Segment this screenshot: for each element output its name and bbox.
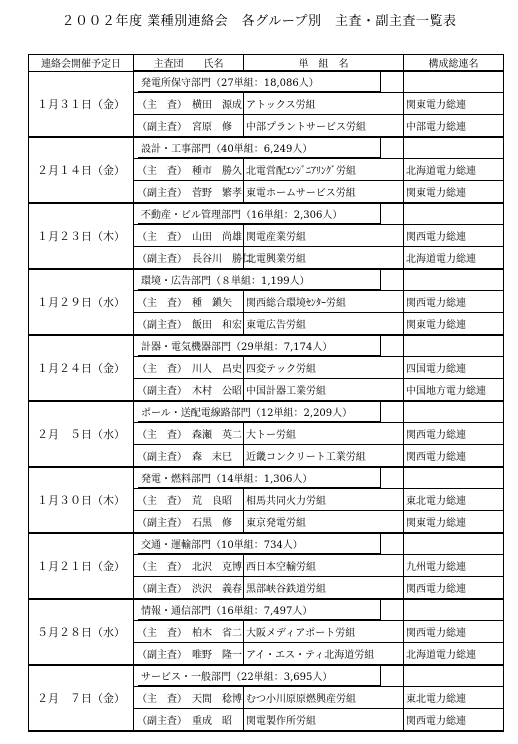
group-header-blank — [404, 599, 504, 621]
group-header-cell — [134, 269, 404, 291]
union-name: 中国計器工業労組 — [244, 379, 404, 402]
person-name: 木村 公昭 — [192, 386, 242, 397]
person-name: 飯田 和宏 — [192, 320, 242, 331]
group-header-row — [29, 665, 504, 687]
chief-person — [134, 225, 244, 247]
group-header-row — [29, 335, 504, 357]
group-header: 計器・電気機器部門（29単組：7,174人） — [138, 336, 381, 356]
federation-name: 関東電力総連 — [404, 181, 504, 204]
role-label: （副主査） — [137, 386, 187, 397]
federation-name: 中部電力総連 — [404, 115, 504, 138]
person-name: 唯野 隆一 — [192, 650, 242, 661]
group-header: サービス・一般部門（22単組：3,695人） — [138, 666, 381, 686]
group-header-cell — [134, 335, 404, 357]
vice-person — [134, 577, 244, 600]
role-label: （副主査） — [137, 122, 187, 133]
page-title: ２００２年度 業種別連絡会 各グループ別 主査・副主査一覧表 — [61, 14, 457, 29]
person-name: 種 鎭矢 — [192, 298, 232, 309]
person-name: 森 末巳 — [192, 452, 232, 463]
union-name: むつ小川原原燃興産労組 — [244, 687, 404, 709]
meeting-date: １月３０日（木） — [29, 467, 134, 533]
federation-name: 関西電力総連 — [404, 709, 504, 732]
person-name: 渋沢 義春 — [192, 584, 242, 595]
group-header: 設計・工事部門（40単組：6,249人） — [138, 138, 381, 158]
meeting-date: ５月２８日（水） — [29, 599, 134, 665]
role-label: （主 査） — [137, 694, 187, 705]
group-header-blank — [404, 335, 504, 357]
group-header-cell — [134, 533, 404, 555]
col-header-name: 主査団 氏名 — [134, 55, 244, 72]
person-name: 荒 良昭 — [192, 496, 232, 507]
group-header: ポール・送配電線路部門（12単組：2,209人） — [138, 402, 381, 422]
union-name: 北電営配ｴﾝｼﾞﾆｱﾘﾝｸﾞ労組 — [244, 159, 404, 181]
group-header-row — [29, 137, 504, 159]
person-name: 山田 尚雄 — [192, 232, 242, 243]
group-header-cell — [134, 71, 404, 93]
role-label: （主 査） — [137, 166, 187, 177]
person-name: 柏木 省二 — [192, 628, 242, 639]
role-label: （主 査） — [137, 364, 187, 375]
table-header — [29, 55, 504, 72]
role-label: （副主査） — [137, 452, 187, 463]
person-name: 重成 昭 — [192, 716, 232, 727]
federation-name: 東北電力総連 — [404, 489, 504, 511]
role-label: （副主査） — [137, 650, 187, 661]
federation-name: 北海道電力総連 — [404, 159, 504, 181]
group-header-blank — [404, 203, 504, 225]
chief-person — [134, 159, 244, 181]
role-label: （主 査） — [137, 298, 187, 309]
group-header-blank — [404, 665, 504, 687]
group-header-blank — [404, 269, 504, 291]
vice-person — [134, 379, 244, 402]
role-label: （主 査） — [137, 496, 187, 507]
union-name: 中部プラントサービス労組 — [244, 115, 404, 138]
meeting-date: １月２４日（金） — [29, 335, 134, 401]
union-name: 関西総合環境ｾﾝﾀｰ労組 — [244, 291, 404, 313]
vice-person — [134, 115, 244, 138]
chief-person — [134, 489, 244, 511]
group-header: 不動産・ビル管理部門（16単組：2,306人） — [138, 204, 381, 224]
person-name: 天間 稔博 — [192, 694, 242, 705]
union-name: 北電興業労組 — [244, 247, 404, 270]
union-name: 四変テック労組 — [244, 357, 404, 379]
chief-person — [134, 423, 244, 445]
group-header-cell — [134, 203, 404, 225]
group-header-blank — [404, 71, 504, 93]
group-header-row — [29, 71, 504, 93]
group-header-cell — [134, 401, 404, 423]
vice-person — [134, 247, 252, 270]
role-label: （主 査） — [137, 100, 187, 111]
federation-name: 関東電力総連 — [404, 511, 504, 534]
union-name: 東電広告労組 — [244, 313, 404, 336]
group-header: 発電・燃料部門（14単組：1,306人） — [138, 468, 381, 488]
union-name: アトックス労組 — [244, 93, 404, 115]
vice-person — [134, 445, 244, 468]
chief-person — [134, 555, 244, 577]
group-table — [28, 54, 504, 732]
meeting-date: １月３１日（金） — [29, 71, 134, 137]
role-label: （副主査） — [137, 188, 187, 199]
group-header-row — [29, 269, 504, 291]
person-name: 種市 勝久 — [192, 166, 242, 177]
col-header-union: 単 組 名 — [244, 55, 404, 72]
federation-name: 東北電力総連 — [404, 687, 504, 709]
union-name: 西日本空輸労組 — [244, 555, 404, 577]
role-label: （主 査） — [137, 628, 187, 639]
group-header-blank — [404, 137, 504, 159]
person-name: 石黒 修 — [192, 518, 232, 529]
meeting-date: １月２１日（金） — [29, 533, 134, 599]
vice-person — [134, 643, 244, 666]
federation-name: 関西電力総連 — [404, 577, 504, 600]
person-name: 森瀬 英二 — [192, 430, 242, 441]
vice-person — [134, 181, 244, 204]
chief-person — [134, 291, 244, 313]
group-header-cell — [134, 467, 404, 489]
federation-name: 関西電力総連 — [404, 445, 504, 468]
federation-name: 北海道電力総連 — [404, 643, 504, 666]
role-label: （主 査） — [137, 430, 187, 441]
chief-person — [134, 357, 244, 379]
federation-name: 関西電力総連 — [404, 225, 504, 247]
federation-name: 関東電力総連 — [404, 313, 504, 336]
group-header-blank — [404, 467, 504, 489]
group-header-row — [29, 401, 504, 423]
group-header-blank — [404, 533, 504, 555]
union-name: 大阪メディアポート労組 — [244, 621, 404, 643]
person-name: 菅野 繁孝 — [192, 188, 242, 199]
group-header-row — [29, 533, 504, 555]
col-header-federation: 構成総連名 — [404, 55, 504, 72]
role-label: （主 査） — [137, 232, 187, 243]
person-name: 横田 源成 — [192, 100, 242, 111]
person-name: 宮原 修 — [192, 122, 232, 133]
role-label: （副主査） — [137, 584, 187, 595]
union-name: 関電製作所労組 — [244, 709, 404, 732]
union-name: 東電ホームサービス労組 — [244, 181, 404, 204]
group-header: 交通・運輸部門（10単組：734人） — [138, 534, 381, 554]
federation-name: 九州電力総連 — [404, 555, 504, 577]
federation-name: 関東電力総連 — [404, 93, 504, 115]
group-header-row — [29, 203, 504, 225]
role-label: （副主査） — [137, 716, 187, 727]
person-name: 川人 昌史 — [192, 364, 242, 375]
table-body — [29, 71, 504, 731]
vice-person — [134, 709, 244, 732]
meeting-date: １月２９日（水） — [29, 269, 134, 335]
union-name: アイ・エス・ティ北海道労組 — [244, 643, 404, 666]
group-header-blank — [404, 401, 504, 423]
meeting-date: ２月１４日（金） — [29, 137, 134, 203]
group-header-cell — [134, 599, 404, 621]
meeting-date: ２月 ７日（金） — [29, 665, 134, 731]
group-header-row — [29, 467, 504, 489]
union-name: 相馬共同火力労組 — [244, 489, 404, 511]
federation-name: 関西電力総連 — [404, 291, 504, 313]
group-header-cell — [134, 665, 404, 687]
person-name: 長谷川 勝仁 — [192, 254, 252, 265]
role-label: （主 査） — [137, 562, 187, 573]
chief-person — [134, 621, 244, 643]
meeting-date: １月２３日（木） — [29, 203, 134, 269]
chief-person — [134, 687, 244, 709]
role-label: （副主査） — [137, 320, 187, 331]
role-label: （副主査） — [137, 518, 187, 529]
col-header-date: 連絡会開催予定日 — [29, 55, 134, 72]
group-header: 情報・通信部門（16単組：7,497人） — [138, 600, 381, 620]
union-name: 近畿コンクリート工業労組 — [244, 445, 404, 468]
vice-person — [134, 511, 244, 534]
union-name: 東京発電労組 — [244, 511, 404, 534]
group-header: 環境・広告部門（８単組：1,199人） — [138, 270, 381, 290]
chief-person — [134, 93, 244, 115]
federation-name: 北海道電力総連 — [404, 247, 504, 270]
vice-person — [134, 313, 244, 336]
union-name: 関電産業労組 — [244, 225, 404, 247]
person-name: 北沢 克博 — [192, 562, 242, 573]
group-header-row — [29, 599, 504, 621]
group-header-cell — [134, 137, 404, 159]
federation-name: 四国電力総連 — [404, 357, 504, 379]
federation-name: 中国地方電力総連 — [404, 379, 504, 402]
role-label: （副主査） — [137, 254, 187, 265]
group-header: 発電所保守部門（27単組：18,086人） — [138, 72, 381, 92]
union-name: 黒部峡谷鉄道労組 — [244, 577, 404, 600]
federation-name: 関西電力総連 — [404, 621, 504, 643]
union-name: 大トー労組 — [244, 423, 404, 445]
meeting-date: ２月 ５日（水） — [29, 401, 134, 467]
federation-name: 関西電力総連 — [404, 423, 504, 445]
